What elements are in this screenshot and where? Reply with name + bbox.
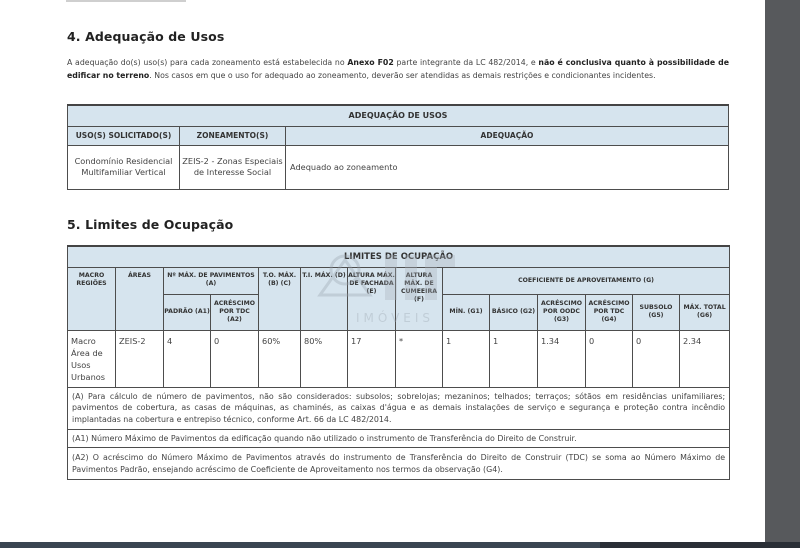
cell-max-total: 2.34: [680, 330, 730, 387]
uses-table: [67, 104, 729, 190]
cell-altura-cumeeira: *: [396, 330, 443, 387]
header-macro: MACRO REGIÕES: [68, 267, 116, 330]
header-subsolo: SUBSOLO (G5): [633, 294, 680, 330]
header-acrescimo-tdc: ACRÉSCIMO POR TDC (A2): [211, 294, 259, 330]
header-padrao: PADRÃO (A1): [164, 294, 211, 330]
cell-uso: Condomínio Residencial Multifamiliar Vertical: [68, 145, 180, 189]
para-text: . Nos casos em que o uso for adequado ao zoneamento, deverão ser atendidas as demais restrições e condicionantes incidentes.: [149, 71, 656, 81]
viewer-bottom-bar: [0, 542, 800, 548]
note-a: (A) Para cálculo de número de pavimentos, não são considerados: subsolos; sobrelojas; mezaninos; telhados; terraços; sótãos em residências unifamiliares; pavimentos de cobertura, as casas de máquinas, as chaminés, as caixas d'água e as demais instalações de serviço e segurança e proteção contra incêndio implantadas na cobertura e entrepiso técnico, conforme Art. 66 da LC 482/2014.: [68, 387, 730, 429]
header-min: MÍN. (G1): [443, 294, 490, 330]
cell-basico: 1: [490, 330, 538, 387]
para-text: A adequação do(s) uso(s) para cada zoneamento está estabelecida no: [67, 58, 348, 67]
section-4-title: 4. Adequação de Usos: [67, 29, 225, 44]
cell-acrescimo-tdc: 0: [211, 330, 259, 387]
header-adequacao: ADEQUAÇÃO: [286, 126, 729, 145]
header-uso: USO(S) SOLICITADO(S): [68, 126, 180, 145]
previous-content-edge: [66, 0, 186, 2]
cell-subsolo: 0: [633, 330, 680, 387]
cell-area: ZEIS-2: [116, 330, 164, 387]
header-basico: BÁSICO (G2): [490, 294, 538, 330]
bottom-bar-accent: [0, 542, 600, 548]
header-altura-cumeeira: ALTURA MÁX. DE CUMEEIRA (F): [396, 267, 443, 330]
cell-ti: 80%: [301, 330, 348, 387]
viewer-scrollbar[interactable]: [765, 0, 800, 548]
header-max-total: MÁX. TOTAL (G6): [680, 294, 730, 330]
header-pavimentos: Nº MÁX. DE PAVIMENTOS (A): [164, 267, 259, 294]
header-to: T.O. MÁX. (B) (C): [259, 267, 301, 330]
header-altura-fachada: ALTURA MÁX. DE FACHADA (E): [348, 267, 396, 330]
cell-acrescimo-tdc-g: 0: [586, 330, 633, 387]
header-zoneamento: ZONEAMENTO(S): [180, 126, 286, 145]
watermark-text: IMÓVEIS: [355, 311, 435, 325]
para-text: parte integrante da LC 482/2014, e: [393, 58, 539, 67]
section-5-title: 5. Limites de Ocupação: [67, 217, 234, 232]
cell-zoneamento: ZEIS-2 - Zonas Especiais de Interesse Social: [180, 145, 286, 189]
header-areas: ÁREAS: [116, 267, 164, 330]
cell-adequacao: Adequado ao zoneamento: [286, 145, 729, 189]
note-a1: (A1) Número Máximo de Pavimentos da edificação quando não utilizado o instrumento de Transferência do Direito de Construir.: [68, 429, 730, 448]
uses-table-title: ADEQUAÇÃO DE USOS: [68, 105, 729, 126]
table-row: [68, 330, 730, 387]
header-acrescimo-oodc: ACRÉSCIMO POR OODC (G3): [538, 294, 586, 330]
header-acrescimo-tdc-g: ACRÉSCIMO POR TDC (G4): [586, 294, 633, 330]
cell-padrao: 4: [164, 330, 211, 387]
note-a2: (A2) O acréscimo do Número Máximo de Pavimentos através do instrumento de Transferência do Direito de Construir (TDC) se soma ao Número Máximo de Pavimentos Padrão, ensejando acréscimo de Coeficiente de Aproveitamento nos termos da observação (G4).: [68, 448, 730, 480]
annex-link-text: Anexo F02: [347, 58, 394, 67]
header-ti: T.I. MÁX. (D): [301, 267, 348, 330]
cell-altura-fachada: 17: [348, 330, 396, 387]
table-row: [68, 145, 729, 189]
cell-min: 1: [443, 330, 490, 387]
occupation-limits-table: [67, 245, 730, 480]
cell-acrescimo-oodc: 1.34: [538, 330, 586, 387]
cell-macro: Macro Área de Usos Urbanos: [68, 330, 116, 387]
para-bold-text: não é conclusiva quanto à possibilidade de edificar no terreno: [67, 58, 729, 81]
cell-to: 60%: [259, 330, 301, 387]
header-coeficiente: COEFICIENTE DE APROVEITAMENTO (G): [443, 267, 730, 294]
occupation-table-title: LIMITES DE OCUPAÇÃO: [68, 246, 730, 267]
section-4-paragraph: [67, 56, 729, 83]
